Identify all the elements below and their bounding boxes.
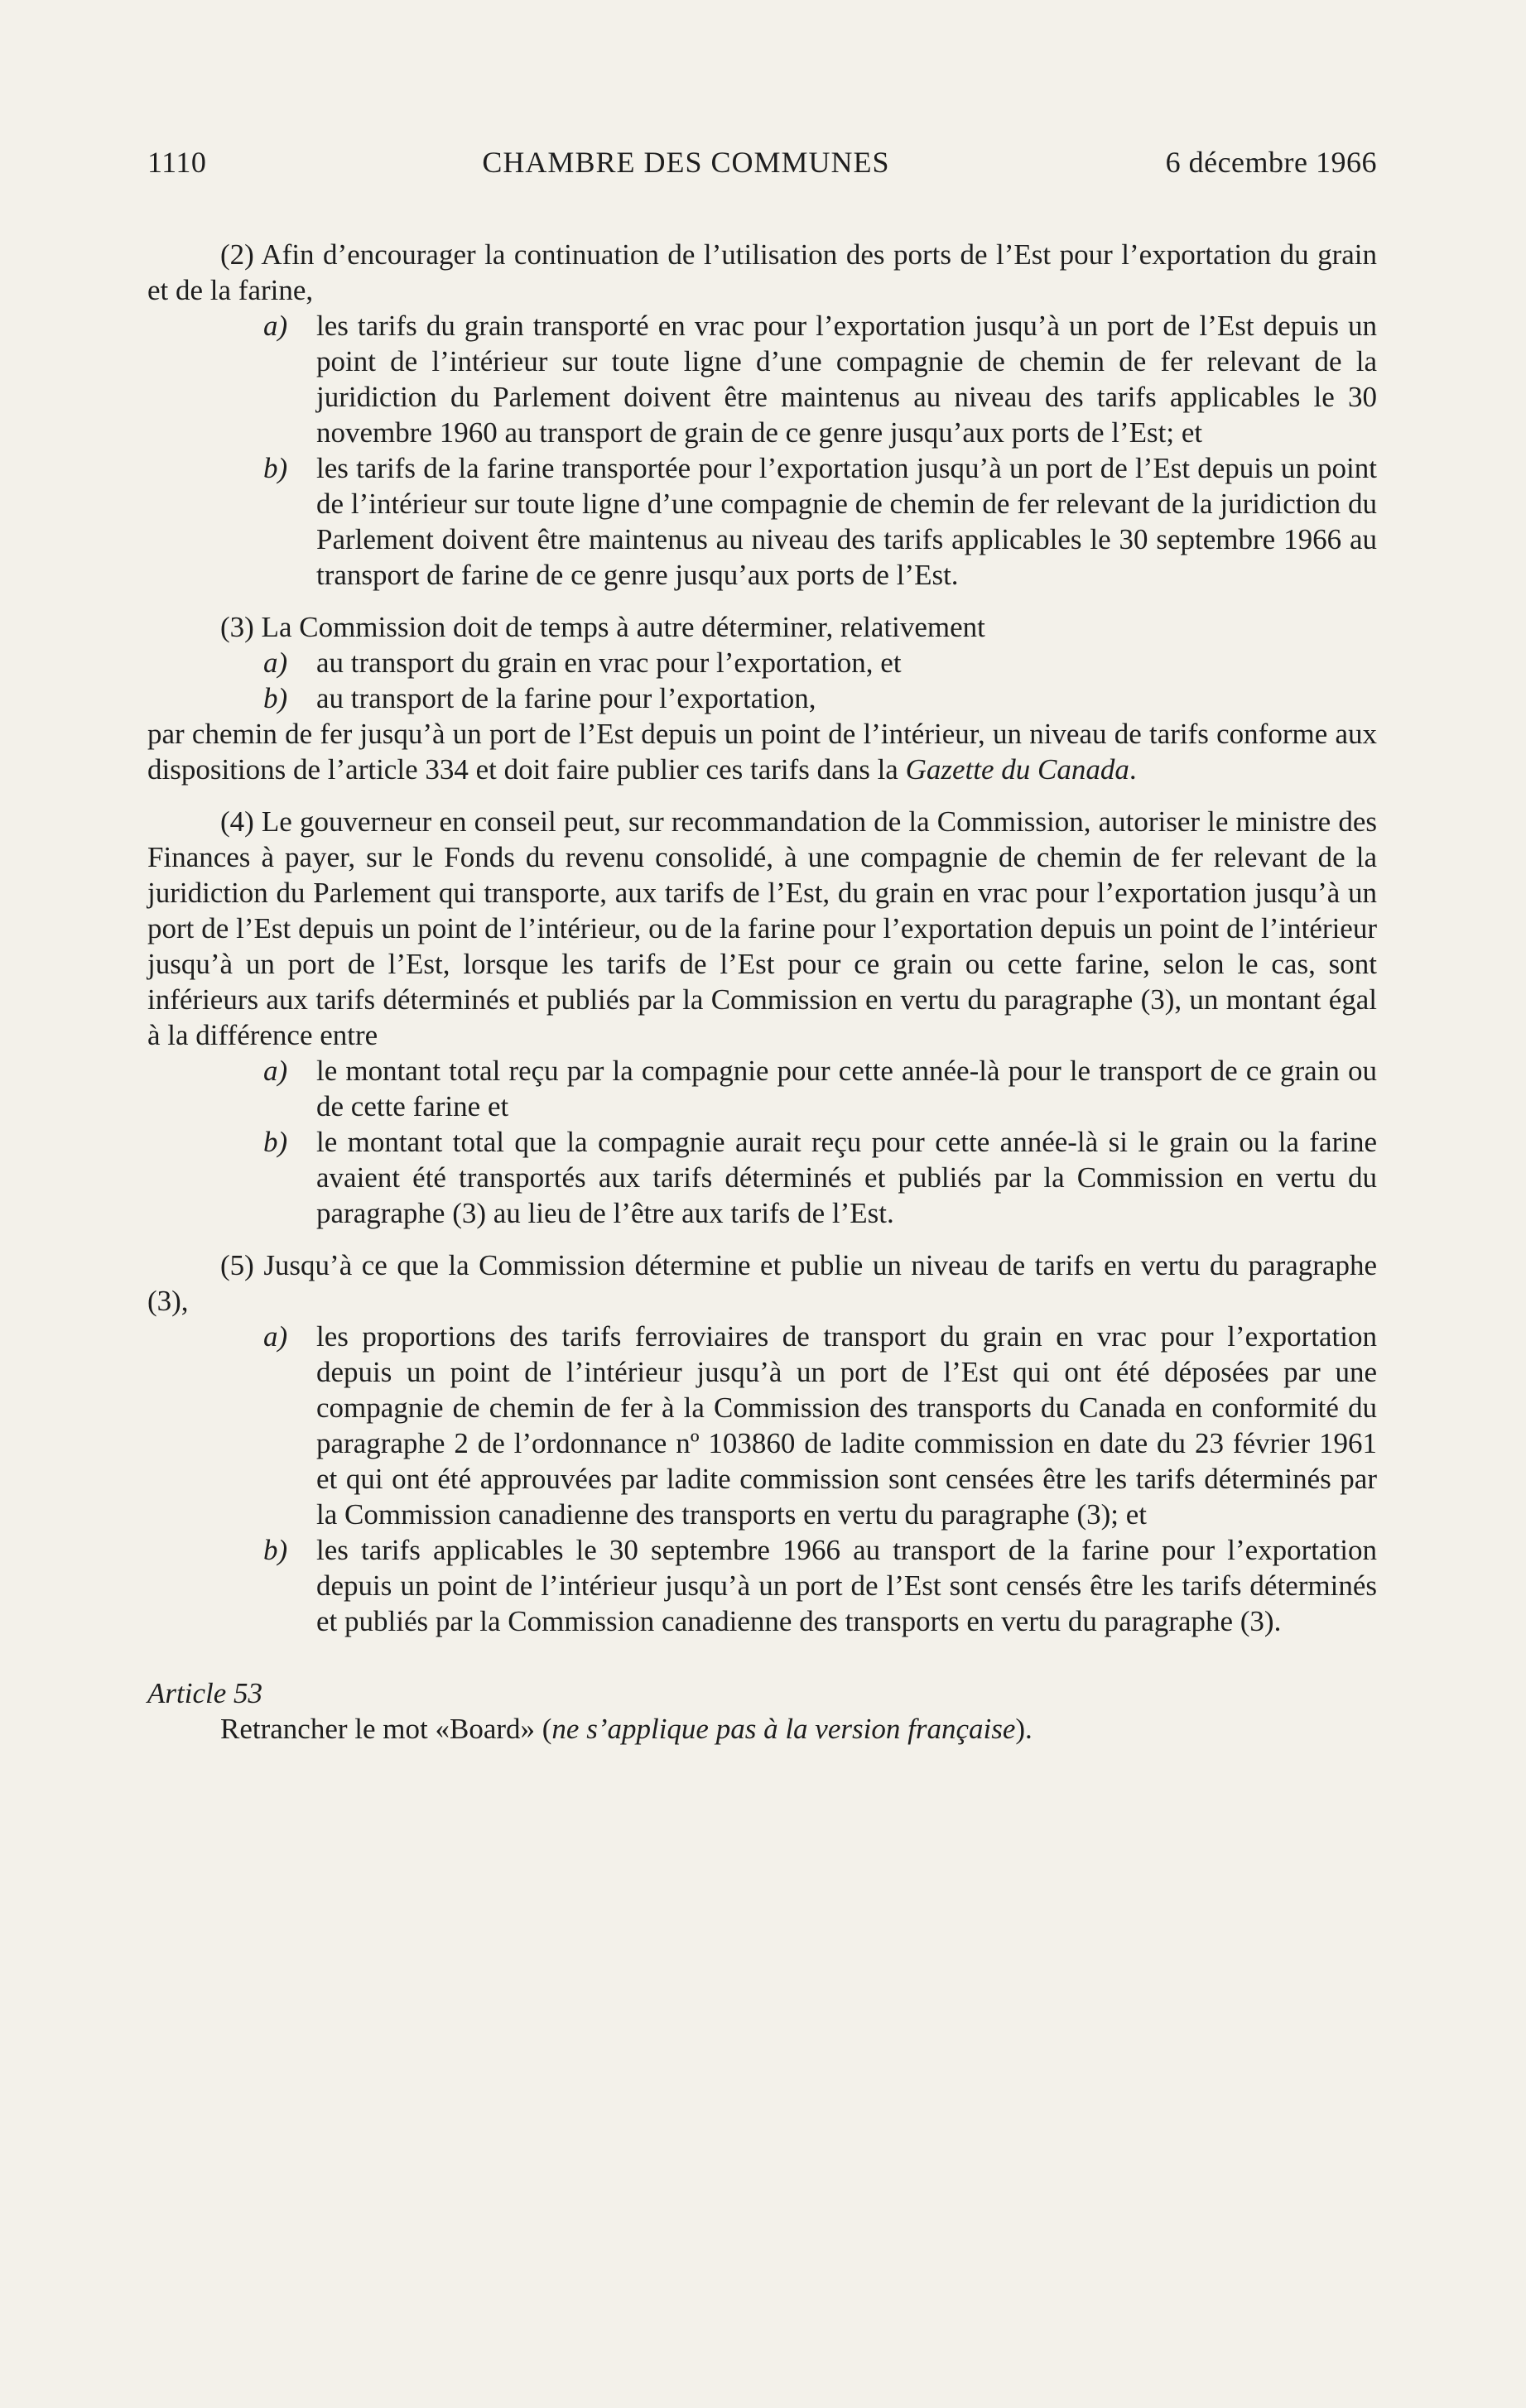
article-heading: Article 53 — [147, 1677, 262, 1709]
journal-title: CHAMBRE DES COMMUNES — [482, 146, 890, 179]
item-label: a) — [263, 1055, 288, 1087]
running-header — [147, 145, 1377, 180]
amendment-end: ). — [1015, 1713, 1033, 1745]
item-label: b) — [263, 682, 288, 714]
article-amendment — [147, 1711, 1377, 1747]
item-text: les tarifs du grain transporté en vrac pour l’exportation jusqu’à un port de l’Est depuis un point de l’intérieur sur toute ligne d’une compagnie de chemin de fer relevant de la juridiction du Parlement doivent être maintenus au niveau des tarifs applicables le 30 novembre 1960 au transport de grain de ce genre jusqu’aux ports de l’Est; et — [316, 310, 1377, 449]
item-label: a) — [263, 1320, 288, 1353]
item-text: le montant total que la compagnie aurait reçu pour cette année-là si le grain ou la farine avaient été transportés aux tarifs déterminés et publiés par la Commission en vertu du paragraphe (3) au lieu de l’être aux tarifs de l’Est. — [316, 1126, 1377, 1229]
subsection-4-intro: (4) Le gouverneur en conseil peut, sur recommandation de la Commission, autoriser le ministre des Finances à payer, sur le Fonds du revenu consolidé, à une compagnie de chemin de fer relevant de la juridiction du Parlement qui transporte, aux tarifs de l’Est, du grain en vrac pour l’exportation jusqu’à un port de l’Est depuis un point de l’intérieur, ou de la farine pour l’exportation depuis un point de l’intérieur jusqu’à un port de l’Est, lorsque les tarifs de l’Est pour ce grain ou cette farine, selon le cas, sont inférieurs aux tarifs déterminés et publiés par la Commission en vertu du paragraphe (3), un montant égal à la différence entre — [147, 805, 1377, 1051]
subsection-4-item-a — [147, 1053, 1377, 1124]
subsection-3-intro: (3) La Commission doit de temps à autre déterminer, relativement — [220, 611, 985, 643]
subsection-5-item-b — [147, 1532, 1377, 1639]
subsection-3-continuation — [147, 716, 1377, 787]
subsection-5-item-a — [147, 1319, 1377, 1532]
subsection-2-intro: (2) Afin d’encourager la continuation de l’utilisation des ports de l’Est pour l’exportation du grain et de la farine, — [147, 238, 1377, 306]
page-number: 1110 — [147, 146, 207, 179]
item-label: a) — [263, 310, 288, 342]
item-text: les proportions des tarifs ferroviaires de transport du grain en vrac pour l’exportation depuis un point de l’intérieur jusqu’à un port de l’Est qui ont été déposées par une compagnie de chemin de fer à la Commission des transports du Canada en conformité du paragraphe 2 de l’ordonnance nº 103860 de ladite commission en date du 23 février 1961 et qui ont été approuvées par ladite commission sont censées être les tarifs déterminés par la Commission canadienne des transports en vertu du paragraphe (3); et — [316, 1320, 1377, 1531]
subsection-5-intro: (5) Jusqu’à ce que la Commission détermine et publie un niveau de tarifs en vertu du paragraphe (3), — [147, 1249, 1377, 1317]
item-text: les tarifs applicables le 30 septembre 1966 au transport de la farine pour l’exportation depuis un point de l’intérieur jusqu’à un port de l’Est sont censés être les tarifs déterminés et publiés par la Commission canadienne des transports en vertu du paragraphe (3). — [316, 1534, 1377, 1637]
amendment-note: ne s’applique pas à la version française — [551, 1713, 1016, 1745]
subsection-4-item-b — [147, 1124, 1377, 1231]
item-text: au transport de la farine pour l’exportation, — [316, 682, 816, 714]
item-label: b) — [263, 1534, 288, 1566]
item-text: au transport du grain en vrac pour l’exportation, et — [316, 646, 902, 679]
item-label: b) — [263, 1126, 288, 1158]
continuation-text: par chemin de fer jusqu’à un port de l’Est depuis un point de l’intérieur, un niveau de tarifs conforme aux dispositions de l’article 334 et doit faire publier ces tarifs dans la — [147, 718, 1377, 786]
item-text: le montant total reçu par la compagnie pour cette année-là pour le transport de ce grain ou de cette farine et — [316, 1055, 1377, 1122]
item-label: b) — [263, 452, 288, 484]
item-text: les tarifs de la farine transportée pour l’exportation jusqu’à un port de l’Est depuis un point de l’intérieur sur toute ligne d’une compagnie de chemin de fer relevant de la juridiction du Parlement doivent être maintenus au niveau des tarifs applicables le 30 septembre 1966 au transport de farine de ce genre jusqu’aux ports de l’Est. — [316, 452, 1377, 591]
subsection-2-item-a — [147, 308, 1377, 450]
amendment-text: Retrancher le mot «Board» ( — [220, 1713, 552, 1745]
header-date: 6 décembre 1966 — [1165, 146, 1377, 179]
subsection-3-item-b — [147, 680, 1377, 716]
document-page — [147, 145, 1377, 1747]
continuation-end: . — [1129, 753, 1137, 786]
item-label: a) — [263, 646, 288, 679]
gazette-title: Gazette du Canada — [905, 753, 1129, 786]
subsection-3-item-a — [147, 645, 1377, 680]
subsection-2-item-b — [147, 450, 1377, 593]
